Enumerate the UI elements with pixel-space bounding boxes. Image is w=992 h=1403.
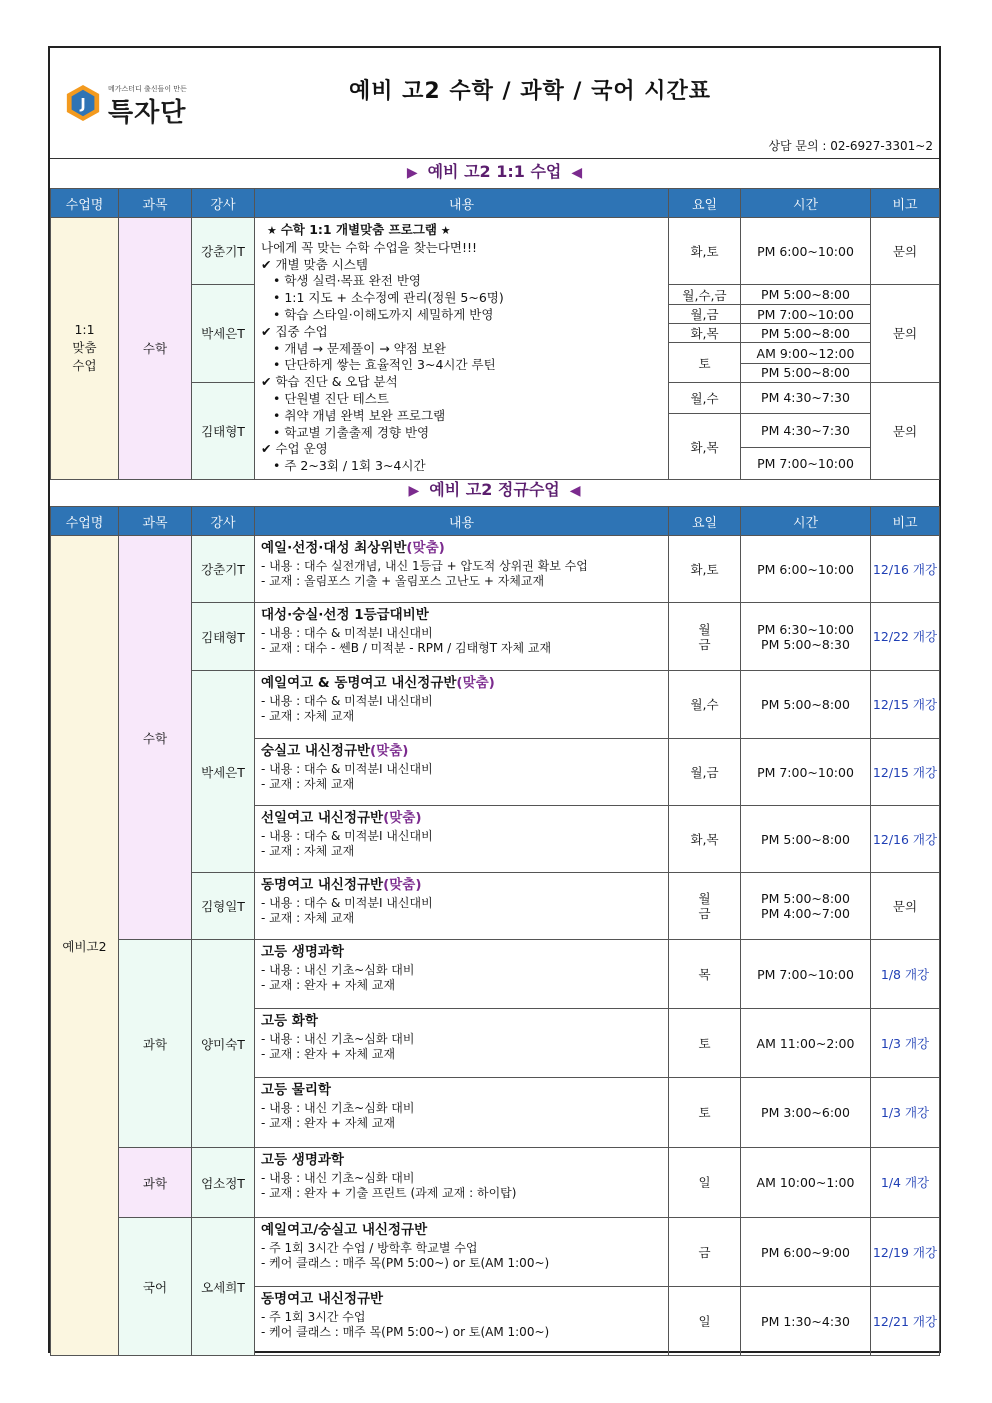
content-line: - 내용 : 대수 & 미적분Ⅰ 내신대비 bbox=[261, 762, 433, 776]
teacher-cell: 양미숙T bbox=[192, 940, 255, 1148]
content-line: ✔ 학습 진단 & 오답 분석 bbox=[261, 374, 398, 390]
day-cell: 월,수,금 bbox=[669, 285, 741, 305]
content-line: - 내용 : 대수 & 미적분Ⅰ 내신대비 bbox=[261, 829, 433, 843]
note-cell: 문의 bbox=[871, 285, 940, 383]
section1-title: ▶ 예비 고2 1:1 수업 ◀ bbox=[406, 162, 583, 181]
note-cell: 12/19 개강 bbox=[871, 1218, 940, 1287]
content-line: - 내용 : 대수 & 미적분Ⅰ 내신대비 bbox=[261, 896, 433, 910]
content-cell bbox=[255, 940, 669, 1009]
time-cell: PM 1:30~4:30 bbox=[741, 1287, 871, 1356]
class-title-text: 선일여고 내신정규반 bbox=[261, 810, 384, 826]
content-cell bbox=[255, 806, 669, 873]
content-line: • 취약 개념 완벽 보완 프로그램 bbox=[273, 407, 446, 423]
note-cell: 1/4 개강 bbox=[871, 1148, 940, 1218]
content-line: - 교재 : 올림포스 기출 + 올림포스 고난도 + 자체교재 bbox=[261, 574, 545, 588]
class-title bbox=[261, 810, 662, 826]
day-cell: 월,금 bbox=[669, 305, 741, 324]
content-cell bbox=[255, 603, 669, 671]
day-cell: 일 bbox=[669, 1148, 741, 1218]
content-cell bbox=[255, 1287, 669, 1356]
table-row bbox=[51, 940, 940, 1009]
content-cell bbox=[255, 1148, 669, 1218]
col-day: 요일 bbox=[669, 507, 741, 536]
teacher-cell: 김태형T bbox=[192, 603, 255, 671]
col-content: 내용 bbox=[255, 507, 669, 536]
time-cell: PM 5:00~8:00 bbox=[741, 285, 871, 305]
content-line: • 단단하게 쌓는 효율적인 3~4시간 루틴 bbox=[273, 357, 496, 373]
time-cell: PM 7:00~10:00 bbox=[741, 447, 871, 479]
time-cell: PM 5:00~8:00 bbox=[741, 806, 871, 873]
content-cell bbox=[255, 218, 669, 480]
note-cell: 12/16 개강 bbox=[871, 536, 940, 603]
col-note: 비고 bbox=[871, 507, 940, 536]
class-title bbox=[261, 1222, 662, 1238]
teacher-cell: 강춘기T bbox=[192, 536, 255, 603]
time-cell: PM 6:00~10:00 bbox=[741, 536, 871, 603]
time-cell: PM 7:00~10:00 bbox=[741, 739, 871, 806]
custom-tag: (맞춤) bbox=[383, 810, 422, 826]
table-row bbox=[51, 536, 940, 603]
class-title bbox=[261, 1291, 662, 1307]
class-title-text: 고등 물리학 bbox=[261, 1082, 331, 1098]
star-icon: ★ bbox=[436, 224, 451, 237]
class-title bbox=[261, 1082, 662, 1098]
day-cell: 월 금 bbox=[669, 873, 741, 940]
table-row bbox=[51, 1218, 940, 1287]
content-cell bbox=[255, 1078, 669, 1148]
day-cell: 화,목 bbox=[669, 414, 741, 480]
logo-tagline: 메가스터디 출신들이 만든 bbox=[108, 85, 187, 93]
time-cell: PM 4:30~7:30 bbox=[741, 414, 871, 447]
time-cell: PM 5:00~8:00 bbox=[741, 324, 871, 343]
time-cell: PM 6:00~9:00 bbox=[741, 1218, 871, 1287]
content-line: - 내용 : 내신 기초~심화 대비 bbox=[261, 963, 415, 977]
class-title bbox=[261, 743, 662, 759]
time-cell: AM 10:00~1:00 bbox=[741, 1148, 871, 1218]
day-cell: 월 금 bbox=[669, 603, 741, 671]
content-cell bbox=[255, 1218, 669, 1287]
content-line: - 교재 : 완자 + 기출 프린트 (과제 교재 : 하이탑) bbox=[261, 1186, 517, 1200]
content-line: - 케어 클래스 : 매주 목(PM 5:00~) or 토(AM 1:00~) bbox=[261, 1256, 550, 1270]
regular-class-table bbox=[50, 506, 940, 1356]
table-header-row bbox=[51, 189, 940, 218]
custom-tag: (맞춤) bbox=[406, 540, 445, 556]
content-line: • 단원별 진단 테스트 bbox=[273, 390, 389, 406]
time-cell: PM 6:30~10:00 PM 5:00~8:30 bbox=[741, 603, 871, 671]
content-line: - 내용 : 내신 기초~심화 대비 bbox=[261, 1032, 415, 1046]
col-teacher: 강사 bbox=[192, 189, 255, 218]
content-line: • 1:1 지도 + 소수정예 관리(정원 5~6명) bbox=[273, 290, 504, 306]
class-title bbox=[261, 675, 662, 691]
content-line: • 학교별 기출출제 경향 반영 bbox=[273, 424, 430, 440]
custom-tag: (맞춤) bbox=[383, 877, 422, 893]
day-cell: 화,토 bbox=[669, 218, 741, 285]
subject-cell: 수학 bbox=[119, 218, 192, 480]
custom-tag: (맞춤) bbox=[456, 675, 495, 691]
col-class: 수업명 bbox=[51, 507, 119, 536]
class-title-text: 예일·선정·대성 최상위반 bbox=[261, 540, 407, 556]
content-line: ✔ 수업 운영 bbox=[261, 441, 328, 457]
note-cell: 문의 bbox=[871, 873, 940, 940]
day-cell: 월,금 bbox=[669, 739, 741, 806]
col-content: 내용 bbox=[255, 189, 669, 218]
day-cell: 금 bbox=[669, 1218, 741, 1287]
col-time: 시간 bbox=[741, 189, 871, 218]
table-row bbox=[51, 1148, 940, 1218]
note-cell: 12/21 개강 bbox=[871, 1287, 940, 1356]
note-cell: 문의 bbox=[871, 218, 940, 285]
note-cell: 1/8 개강 bbox=[871, 940, 940, 1009]
teacher-cell: 오세희T bbox=[192, 1218, 255, 1356]
star-icon: ★ bbox=[267, 224, 281, 237]
note-cell: 1/3 개강 bbox=[871, 1078, 940, 1148]
note-cell: 12/15 개강 bbox=[871, 671, 940, 739]
class-title bbox=[261, 1152, 662, 1168]
content-line: - 교재 : 완자 + 자체 교재 bbox=[261, 1047, 396, 1061]
content-line: ✔ 집중 수업 bbox=[261, 323, 328, 339]
logo-hexagon-icon bbox=[64, 84, 102, 122]
time-cell: PM 5:00~8:00 bbox=[741, 363, 871, 382]
content-line: - 교재 : 자체 교재 bbox=[261, 844, 355, 858]
content-line: • 주 2~3회 / 1회 3~4시간 bbox=[273, 458, 426, 474]
teacher-cell: 박세은T bbox=[192, 671, 255, 873]
table-header-row bbox=[51, 507, 940, 536]
subject-cell: 국어 bbox=[119, 1218, 192, 1356]
content-cell bbox=[255, 671, 669, 739]
class-title-text: 예일여고/숭실고 내신정규반 bbox=[261, 1222, 428, 1238]
class-title-text: 숭실고 내신정규반 bbox=[261, 743, 371, 759]
content-cell bbox=[255, 739, 669, 806]
subject-cell: 수학 bbox=[119, 536, 192, 940]
content-line: • 개념 → 문제풀이 → 약점 보완 bbox=[273, 340, 446, 356]
teacher-cell: 김형일T bbox=[192, 873, 255, 940]
day-cell: 월,수 bbox=[669, 382, 741, 413]
class-title-text: 고등 화학 bbox=[261, 1013, 318, 1029]
day-cell: 토 bbox=[669, 1009, 741, 1078]
col-note: 비고 bbox=[871, 189, 940, 218]
time-cell: PM 5:00~8:00 bbox=[741, 671, 871, 739]
content-line: - 교재 : 완자 + 자체 교재 bbox=[261, 1116, 396, 1130]
col-day: 요일 bbox=[669, 189, 741, 218]
note-cell: 문의 bbox=[871, 382, 940, 479]
class-title bbox=[261, 607, 662, 623]
right-triangle-icon: ▶ bbox=[408, 483, 420, 499]
note-cell: 1/3 개강 bbox=[871, 1009, 940, 1078]
content-line: - 주 1회 3시간 수업 bbox=[261, 1310, 366, 1324]
content-line: • 학생 실력·목표 완전 반영 bbox=[273, 273, 421, 289]
content-line: - 주 1회 3시간 수업 / 방학후 학교별 수업 bbox=[261, 1241, 478, 1255]
day-cell: 화,토 bbox=[669, 536, 741, 603]
day-cell: 토 bbox=[669, 1078, 741, 1148]
content-heading: 수학 1:1 개별맞춤 프로그램 bbox=[280, 222, 437, 237]
content-line: - 교재 : 완자 + 자체 교재 bbox=[261, 978, 396, 992]
class-name-cell: 1:1 맞춤 수업 bbox=[51, 218, 119, 480]
svg-text:J: J bbox=[80, 96, 86, 113]
custom-tag: (맞춤) bbox=[370, 743, 409, 759]
content-line: - 내용 : 내신 기초~심화 대비 bbox=[261, 1101, 415, 1115]
col-class: 수업명 bbox=[51, 189, 119, 218]
time-cell: PM 7:00~10:00 bbox=[741, 940, 871, 1009]
content-line: - 내용 : 대수 & 미적분Ⅰ 내신대비 bbox=[261, 694, 433, 708]
content-line bbox=[261, 222, 662, 240]
day-cell: 화,목 bbox=[669, 806, 741, 873]
time-cell: PM 7:00~10:00 bbox=[741, 305, 871, 324]
col-subject: 과목 bbox=[119, 189, 192, 218]
teacher-cell: 김태형T bbox=[192, 382, 255, 479]
class-title-text: 동명여고 내신정규반 bbox=[261, 877, 384, 893]
class-name-cell: 예비고2 bbox=[51, 536, 119, 1356]
class-title-text: 고등 생명과학 bbox=[261, 944, 344, 960]
right-triangle-icon: ▶ bbox=[406, 165, 418, 181]
teacher-cell: 박세은T bbox=[192, 285, 255, 383]
time-cell: PM 5:00~8:00 PM 4:00~7:00 bbox=[741, 873, 871, 940]
class-title bbox=[261, 944, 662, 960]
content-line: - 케어 클래스 : 매주 목(PM 5:00~) or 토(AM 1:00~) bbox=[261, 1325, 550, 1339]
day-cell: 화,목 bbox=[669, 324, 741, 343]
logo bbox=[64, 82, 194, 126]
time-cell: PM 6:00~10:00 bbox=[741, 218, 871, 285]
class-title bbox=[261, 1013, 662, 1029]
class-title-text: 동명여고 내신정규반 bbox=[261, 1291, 384, 1307]
content-line: - 내용 : 대수 실전개념, 내신 1등급 + 압도적 상위권 확보 수업 bbox=[261, 559, 588, 573]
page-title: 예비 고2 수학 / 과학 / 국어 시간표 bbox=[348, 79, 712, 104]
time-cell: PM 3:00~6:00 bbox=[741, 1078, 871, 1148]
day-cell: 일 bbox=[669, 1287, 741, 1356]
logo-name: 특자단 bbox=[108, 98, 187, 128]
header bbox=[50, 48, 939, 159]
contact-info: 상담 문의 : 02-6927-3301~2 bbox=[768, 139, 933, 153]
note-cell: 12/22 개강 bbox=[871, 603, 940, 671]
subject-cell: 과학 bbox=[119, 940, 192, 1148]
day-cell: 목 bbox=[669, 940, 741, 1009]
time-cell: PM 4:30~7:30 bbox=[741, 382, 871, 413]
col-subject: 과목 bbox=[119, 507, 192, 536]
content-line: - 교재 : 자체 교재 bbox=[261, 777, 355, 791]
content-line: ✔ 개별 맞춤 시스템 bbox=[261, 256, 368, 272]
left-triangle-icon: ◀ bbox=[571, 165, 583, 181]
content-cell bbox=[255, 873, 669, 940]
section2-title: ▶ 예비 고2 정규수업 ◀ bbox=[408, 480, 581, 499]
content-line: - 내용 : 내신 기초~심화 대비 bbox=[261, 1171, 415, 1185]
content-cell bbox=[255, 536, 669, 603]
content-line: - 내용 : 대수 & 미적분Ⅰ 내신대비 bbox=[261, 626, 433, 640]
content-line: - 교재 : 자체 교재 bbox=[261, 709, 355, 723]
timetable-frame bbox=[48, 46, 941, 1353]
subject-cell: 과학 bbox=[119, 1148, 192, 1218]
class-title-text: 대성·숭실·선정 1등급대비반 bbox=[261, 607, 429, 623]
day-cell: 월,수 bbox=[669, 671, 741, 739]
teacher-cell: 강춘기T bbox=[192, 218, 255, 285]
class-title-text: 고등 생명과학 bbox=[261, 1152, 344, 1168]
class-title bbox=[261, 540, 662, 556]
time-cell: AM 11:00~2:00 bbox=[741, 1009, 871, 1078]
one-on-one-table bbox=[50, 188, 940, 480]
note-cell: 12/16 개강 bbox=[871, 806, 940, 873]
col-time: 시간 bbox=[741, 507, 871, 536]
day-cell: 토 bbox=[669, 343, 741, 382]
content-cell bbox=[255, 1009, 669, 1078]
content-line: 나에게 꼭 맞는 수학 수업을 찾는다면!!! bbox=[261, 239, 478, 255]
time-cell: AM 9:00~12:00 bbox=[741, 343, 871, 363]
content-line: • 학습 스타일·이해도까지 세밀하게 반영 bbox=[273, 306, 494, 322]
content-line: - 교재 : 자체 교재 bbox=[261, 911, 355, 925]
col-teacher: 강사 bbox=[192, 507, 255, 536]
content-line: - 교재 : 대수 - 쎈B / 미적분 - RPM / 김태형T 자체 교재 bbox=[261, 641, 552, 655]
teacher-cell: 엄소정T bbox=[192, 1148, 255, 1218]
class-title bbox=[261, 877, 662, 893]
class-title-text: 예일여고 & 동명여고 내신정규반 bbox=[261, 675, 457, 691]
left-triangle-icon: ◀ bbox=[569, 483, 581, 499]
note-cell: 12/15 개강 bbox=[871, 739, 940, 806]
